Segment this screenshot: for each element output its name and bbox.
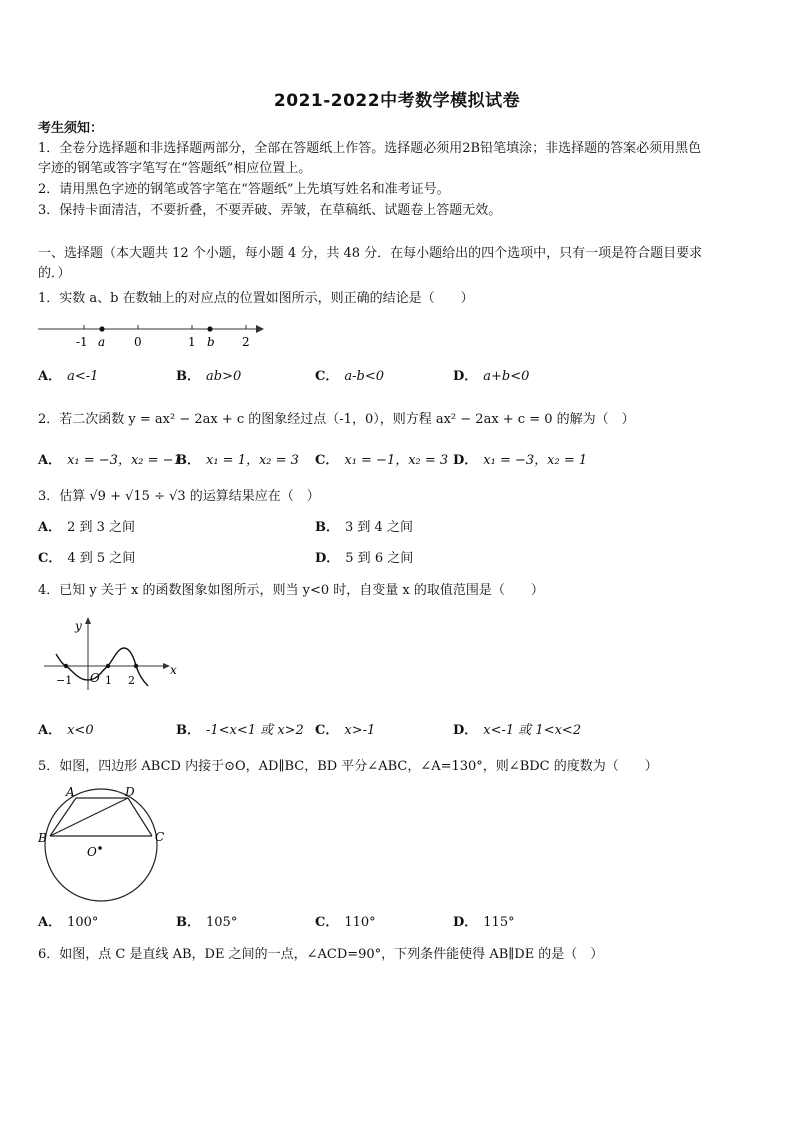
option-text: x₁ = −3，x₂ = 1 [483, 453, 588, 468]
root-2 [134, 664, 138, 668]
option-text: 105° [206, 915, 238, 930]
chord-dc [128, 798, 152, 836]
q2-option-b[interactable] [176, 451, 299, 471]
option-label: B． [315, 520, 339, 535]
label-1: 1 [105, 674, 112, 687]
section-heading-cont: 的．） [38, 266, 71, 281]
center-point [98, 846, 102, 850]
option-label: D． [453, 915, 478, 930]
option-label: A． [38, 723, 62, 738]
option-text: 2 到 3 之间 [67, 520, 136, 535]
option-label: B． [176, 915, 200, 930]
point-label-b: b [207, 335, 215, 349]
tick-label-0: 0 [134, 335, 142, 349]
option-label: C． [315, 915, 339, 930]
notice-heading: 考生须知： [38, 121, 104, 136]
tick-label-1: 1 [188, 335, 196, 349]
q4-option-c[interactable] [315, 721, 375, 741]
option-text: 3 到 4 之间 [345, 520, 413, 535]
label-C: C [155, 830, 165, 844]
option-text: 110° [344, 915, 376, 930]
q6-stem: 6．如图，点 C 是直线 AB，DE 之间的一点，∠ACD=90°，下列条件能使得 AB∥DE 的是（ ） [38, 947, 604, 962]
point-a [99, 326, 104, 331]
option-label: D． [453, 453, 478, 468]
notice-item-3: 3．保持卡面清洁，不要折叠，不要弄破、弄皱，在草稿纸、试题卷上答题无效。 [38, 203, 502, 218]
notice-item-1-cont: 字迹的钢笔或答字笔写在“答题纸”相应位置上。 [38, 161, 312, 176]
x-axis-arrow-icon [163, 663, 170, 669]
label-O: O [87, 845, 97, 859]
option-text: x>-1 [344, 723, 376, 738]
tick-label-neg1: -1 [76, 335, 88, 349]
y-axis-arrow-icon [85, 617, 91, 624]
label-neg1: −1 [56, 674, 73, 687]
chord-bd [50, 798, 128, 836]
option-label: B． [176, 369, 200, 384]
q3-option-c[interactable] [38, 549, 135, 569]
label-D: D [125, 785, 135, 799]
option-label: B． [176, 453, 200, 468]
point-label-a: a [98, 335, 106, 349]
option-label: D． [453, 369, 478, 384]
option-text: -1<x<1 或 x>2 [206, 723, 304, 738]
q2-option-a[interactable] [38, 451, 182, 471]
option-text: x₁ = −3，x₂ = −1 [67, 453, 182, 468]
q5-option-a[interactable] [38, 913, 98, 933]
option-text: 5 到 6 之间 [345, 551, 414, 566]
option-text: x₁ = 1，x₂ = 3 [206, 453, 299, 468]
q3-option-a[interactable] [38, 518, 135, 538]
q4-option-d[interactable] [453, 721, 581, 741]
option-label: A． [38, 369, 62, 384]
label-A: A [66, 785, 75, 799]
label-2: 2 [128, 674, 135, 687]
option-text: a-b<0 [344, 369, 384, 384]
page-title: 2021-2022中考数学模拟试卷 [273, 91, 521, 111]
q1-option-d[interactable] [453, 367, 529, 387]
option-label: C． [315, 369, 339, 384]
q1-option-b[interactable] [176, 367, 241, 387]
q3-stem: 3．估算 √9 + √15 ÷ √3 的运算结果应在（ ） [38, 489, 320, 504]
option-label: A． [38, 453, 62, 468]
q1-option-a[interactable] [38, 367, 98, 387]
option-text: 4 到 5 之间 [67, 551, 136, 566]
option-label: D． [315, 551, 340, 566]
y-axis-label: y [75, 619, 82, 633]
x-axis-label: x [170, 663, 177, 677]
q2-option-c[interactable] [315, 451, 448, 471]
option-text: ab>0 [206, 369, 242, 384]
option-text: a<-1 [67, 369, 99, 384]
option-label: A． [38, 520, 62, 535]
point-b [207, 326, 212, 331]
root-neg1 [64, 664, 68, 668]
q3-option-b[interactable] [315, 518, 413, 538]
notice-item-2: 2．请用黑色字迹的钢笔或答字笔在“答题纸”上先填写姓名和准考证号。 [38, 182, 450, 197]
q3-option-d[interactable] [315, 549, 413, 569]
option-text: x₁ = −1，x₂ = 3 [344, 453, 449, 468]
q4-option-a[interactable] [38, 721, 94, 741]
q5-stem: 5．如图，四边形 ABCD 内接于⊙O，AD∥BC，BD 平分∠ABC，∠A=130°，则∠BDC 的度数为（ ） [38, 759, 658, 774]
option-text: x<0 [67, 723, 94, 738]
option-label: D． [453, 723, 478, 738]
tick-label-2: 2 [242, 335, 250, 349]
q4-stem: 4．已知 y 关于 x 的函数图象如图所示，则当 y<0 时，自变量 x 的取值范围是（ ） [38, 583, 544, 598]
option-text: 100° [67, 915, 99, 930]
q2-option-d[interactable] [453, 451, 587, 471]
q5-option-b[interactable] [176, 913, 237, 933]
q4-option-b[interactable] [176, 721, 304, 741]
section-heading: 一、选择题（本大题共 12 个小题，每小题 4 分，共 48 分．在每小题给出的四个选项中，只有一项是符合题目要求 [38, 246, 703, 261]
option-label: C． [315, 453, 339, 468]
arrow-right-icon [256, 325, 264, 333]
q1-option-c[interactable] [315, 367, 384, 387]
option-text: x<-1 或 1<x<2 [483, 723, 582, 738]
root-1 [106, 664, 110, 668]
option-label: C． [38, 551, 62, 566]
q1-number-line [30, 316, 280, 352]
circle-o [45, 789, 157, 901]
option-text: a+b<0 [483, 369, 530, 384]
option-label: C． [315, 723, 339, 738]
option-text: 115° [483, 915, 515, 930]
q4-function-graph [40, 614, 190, 694]
q5-circle-figure [34, 784, 174, 908]
option-label: B． [176, 723, 200, 738]
notice-item-1: 1．全卷分选择题和非选择题两部分，全部在答题纸上作答。选择题必须用2B铅笔填涂；非选择题的答案必须用黑色 [38, 141, 702, 156]
q5-option-d[interactable] [453, 913, 515, 933]
option-label: A． [38, 915, 62, 930]
label-B: B [38, 831, 47, 845]
q5-option-c[interactable] [315, 913, 376, 933]
q2-stem: 2．若二次函数 y = ax² − 2ax + c 的图象经过点（-1，0），则方程 ax² − 2ax + c = 0 的解为（ ） [38, 412, 635, 427]
q1-stem: 1．实数 a、b 在数轴上的对应点的位置如图所示，则正确的结论是（ ） [38, 291, 474, 306]
origin-label: O [90, 671, 100, 685]
